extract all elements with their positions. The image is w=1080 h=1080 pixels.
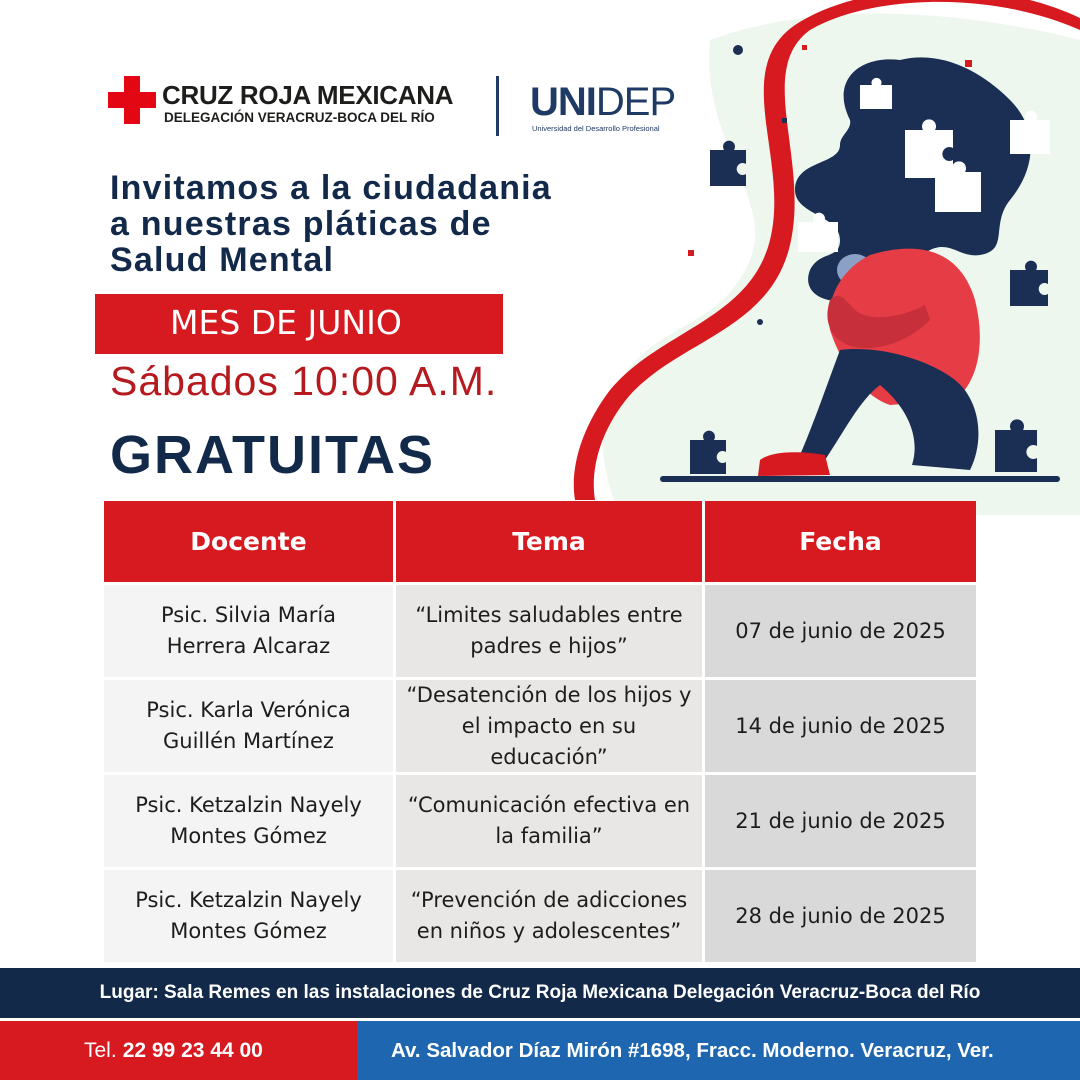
table-row	[104, 775, 976, 867]
headline-line-2: a nuestras pláticas de	[110, 205, 492, 243]
venue-bar	[0, 968, 1080, 1018]
price-label: GRATUITAS	[110, 425, 435, 485]
unidep-logo-uni: UNI	[530, 80, 596, 124]
talks-table	[104, 501, 976, 962]
table-header-docente: Docente	[104, 501, 393, 582]
tema-cell: “Comunicación efectiva en la familia”	[396, 775, 702, 867]
venue-text: Lugar: Sala Remes en las instalaciones de Cruz Roja Mexicana Delegación Veracruz-Boca del Río	[99, 982, 981, 1003]
docente-cell: Psic. Karla Verónica Guillén Martínez	[104, 680, 393, 772]
phone-label: Tel.	[84, 1038, 117, 1062]
headline	[110, 170, 690, 278]
fecha-cell: 28 de junio de 2025	[705, 870, 976, 962]
address-text: Av. Salvador Díaz Mirón #1698, Fracc. Moderno. Veracruz, Ver.	[391, 1038, 994, 1062]
table-header-fecha: Fecha	[705, 501, 976, 582]
unidep-tagline: Universidad del Desarrollo Profesional	[532, 124, 660, 133]
unidep-logo	[530, 80, 675, 125]
phone-number: 22 99 23 44 00	[122, 1038, 263, 1062]
table-header-tema: Tema	[396, 501, 702, 582]
docente-cell: Psic. Silvia María Herrera Alcaraz	[104, 585, 393, 677]
org-name: CRUZ ROJA MEXICANA	[162, 80, 454, 110]
org-delegation: DELEGACIÓN VERACRUZ-BOCA DEL RÍO	[164, 110, 435, 125]
logo-divider	[496, 76, 499, 136]
docente-cell: Psic. Ketzalzin Nayely Montes Gómez	[104, 775, 393, 867]
address-bar	[357, 1021, 1080, 1080]
headline-line-3: Salud Mental	[110, 241, 335, 279]
schedule-label: Sábados 10:00 A.M.	[110, 358, 498, 404]
unidep-logo-dep: DEP	[595, 80, 676, 124]
headline-line-1: Invitamos a la ciudadania	[110, 169, 552, 207]
table-row	[104, 585, 976, 677]
table-row	[104, 870, 976, 962]
month-label: MES DE JUNIO	[170, 303, 402, 342]
red-cross-logo	[108, 76, 156, 124]
tema-cell: “Prevención de adicciones en niños y adolescentes”	[396, 870, 702, 962]
tema-cell: “Limites saludables entre padres e hijos”	[396, 585, 702, 677]
tema-cell: “Desatención de los hijos y el impacto en su educación”	[396, 680, 702, 772]
phone-text	[84, 1039, 263, 1063]
phone-bar	[0, 1021, 357, 1080]
fecha-cell: 14 de junio de 2025	[705, 680, 976, 772]
table-header-row	[104, 501, 976, 582]
fecha-cell: 07 de junio de 2025	[705, 585, 976, 677]
table-row	[104, 680, 976, 772]
fecha-cell: 21 de junio de 2025	[705, 775, 976, 867]
docente-cell: Psic. Ketzalzin Nayely Montes Gómez	[104, 870, 393, 962]
